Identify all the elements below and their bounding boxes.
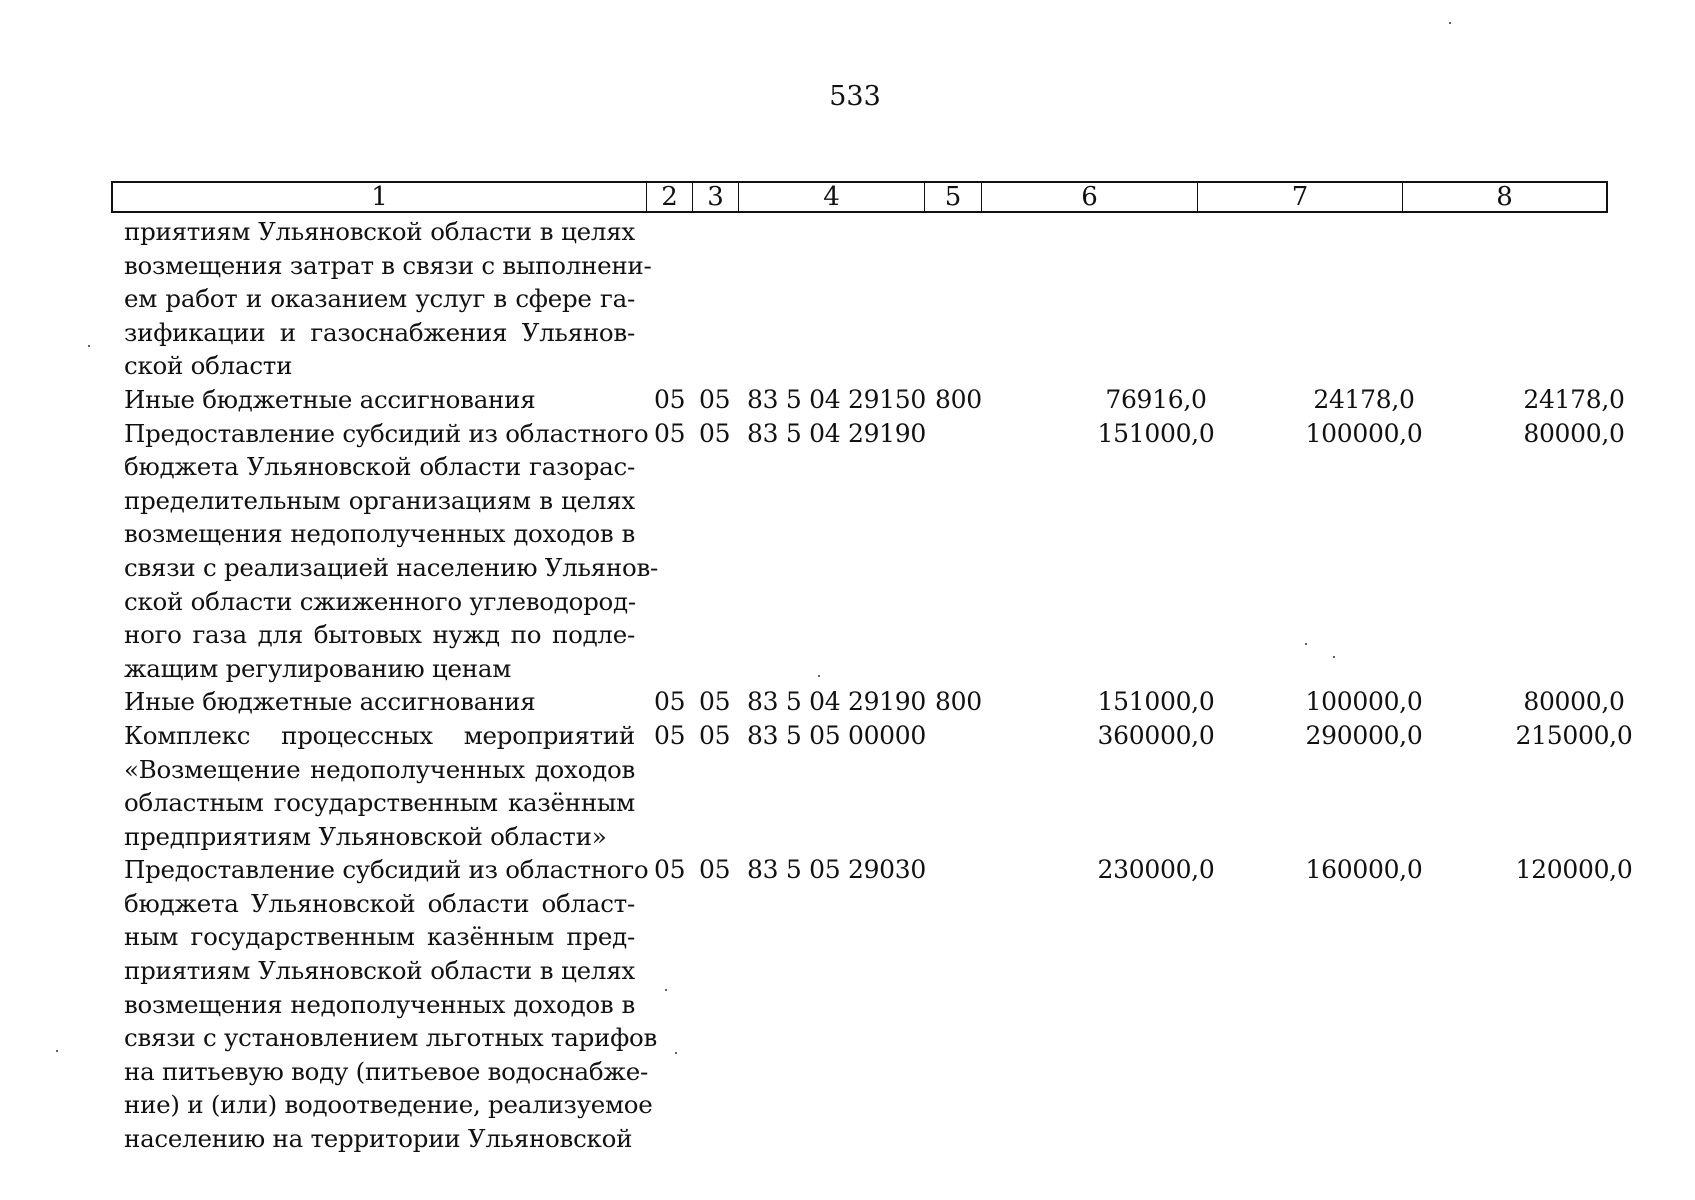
scan-speck	[1333, 656, 1335, 658]
description-line: «Возмещение недополученных доходов	[124, 754, 635, 784]
amount-col-6: 230000,0	[1097, 855, 1215, 885]
target-article-code: 83 5 05 00000	[747, 720, 926, 750]
subsection-code: 05	[699, 687, 731, 717]
expense-type-code: 800	[935, 384, 982, 414]
amount-col-8: 80000,0	[1523, 687, 1625, 717]
amount-col-7: 100000,0	[1305, 418, 1423, 448]
description-line: на питьевую воду (питьевое водоснабже-	[124, 1056, 648, 1086]
description-line: предприятиям Ульяновской области»	[124, 821, 607, 851]
row-description	[124, 719, 635, 853]
row-description	[124, 417, 659, 686]
scan-speck	[88, 345, 90, 347]
amount-col-6: 360000,0	[1097, 720, 1215, 750]
description-line: бюджета Ульяновской области газорас-	[124, 452, 635, 482]
description-line: Комплекс процессных мероприятий	[124, 720, 635, 750]
description-line: приятиям Ульяновской области в целях	[124, 217, 635, 246]
description-line: жащим регулированию ценам	[124, 653, 512, 683]
row-description	[124, 685, 635, 719]
description-line: зификации и газоснабжения Ульянов-	[124, 317, 635, 347]
description-line: ным государственным казённым пред-	[124, 922, 635, 952]
scan-speck	[818, 675, 820, 677]
subsection-code: 05	[699, 855, 731, 885]
header-col-1: 1	[113, 183, 647, 211]
scan-speck	[1305, 643, 1307, 645]
table-row	[124, 383, 1625, 417]
header-col-3: 3	[693, 183, 739, 211]
header-col-7: 7	[1198, 183, 1403, 211]
description-line: ской области	[124, 351, 293, 381]
description-line: связи с реализацией населению Ульянов-	[124, 552, 659, 582]
amount-col-8: 120000,0	[1515, 855, 1633, 885]
table-row	[124, 417, 1625, 686]
table-header	[111, 181, 1608, 213]
header-col-8: 8	[1496, 182, 1513, 212]
description-line: ние) и (или) водоотведение, реализуемое	[124, 1090, 653, 1120]
subsection-code: 05	[699, 384, 731, 414]
amount-col-8: 215000,0	[1515, 720, 1633, 750]
description-line: ного газа для бытовых нужд по подле-	[124, 620, 635, 650]
table-body	[124, 215, 1633, 1156]
description-line: населению на территории Ульяновской	[124, 1124, 633, 1154]
target-article-code: 83 5 04 29190	[747, 687, 926, 717]
scan-speck	[665, 989, 667, 991]
amount-col-8: 24178,0	[1523, 384, 1625, 414]
amount-col-7: 100000,0	[1305, 687, 1423, 717]
scan-speck	[56, 1050, 58, 1052]
table-row	[124, 719, 1633, 853]
description-line: ем работ и оказанием услуг в сфере га-	[124, 284, 635, 314]
description-line: возмещения недополученных доходов в	[124, 989, 635, 1019]
table-row	[124, 685, 1625, 719]
description-line: областным государственным казённым	[124, 788, 635, 818]
row-description	[124, 215, 652, 383]
table-row	[124, 215, 1584, 383]
description-line: Иные бюджетные ассигнования	[124, 384, 536, 414]
table-row	[124, 853, 1633, 1155]
section-code: 05	[654, 720, 686, 750]
scan-speck	[675, 1052, 677, 1054]
header-col-4: 4	[739, 183, 925, 211]
page-number: 533	[829, 81, 881, 112]
header-col-2: 2	[647, 183, 693, 211]
subsection-code: 05	[699, 418, 731, 448]
amount-col-7: 160000,0	[1305, 855, 1423, 885]
row-description	[124, 383, 635, 417]
description-line: Предоставление субсидий из областного	[124, 418, 649, 448]
target-article-code: 83 5 04 29190	[747, 418, 926, 448]
header-col-6: 6	[982, 183, 1198, 211]
amount-col-6: 76916,0	[1105, 384, 1207, 414]
amount-col-6: 151000,0	[1097, 687, 1215, 717]
description-line: Иные бюджетные ассигнования	[124, 687, 536, 717]
section-code: 05	[654, 687, 686, 717]
description-line: ской области сжиженного углеводород-	[124, 586, 636, 616]
section-code: 05	[654, 384, 686, 414]
row-description	[124, 853, 658, 1155]
target-article-code: 83 5 04 29150	[747, 384, 926, 414]
section-code: 05	[654, 418, 686, 448]
section-code: 05	[654, 855, 686, 885]
subsection-code: 05	[699, 720, 731, 750]
amount-col-7: 24178,0	[1313, 384, 1415, 414]
amount-col-8: 80000,0	[1523, 418, 1625, 448]
header-col-5: 5	[925, 183, 982, 211]
description-line: бюджета Ульяновской области област-	[124, 888, 635, 918]
description-line: приятиям Ульяновской области в целях	[124, 956, 635, 986]
description-line: пределительным организациям в целях	[124, 485, 635, 515]
description-line: возмещения затрат в связи с выполнени-	[124, 250, 652, 280]
scan-speck	[1449, 22, 1451, 24]
amount-col-7: 290000,0	[1305, 720, 1423, 750]
expense-type-code: 800	[935, 687, 982, 717]
description-line: возмещения недополученных доходов в	[124, 519, 635, 549]
target-article-code: 83 5 05 29030	[747, 855, 926, 885]
amount-col-6: 151000,0	[1097, 418, 1215, 448]
description-line: связи с установлением льготных тарифов	[124, 1023, 658, 1053]
description-line: Предоставление субсидий из областного	[124, 855, 649, 885]
